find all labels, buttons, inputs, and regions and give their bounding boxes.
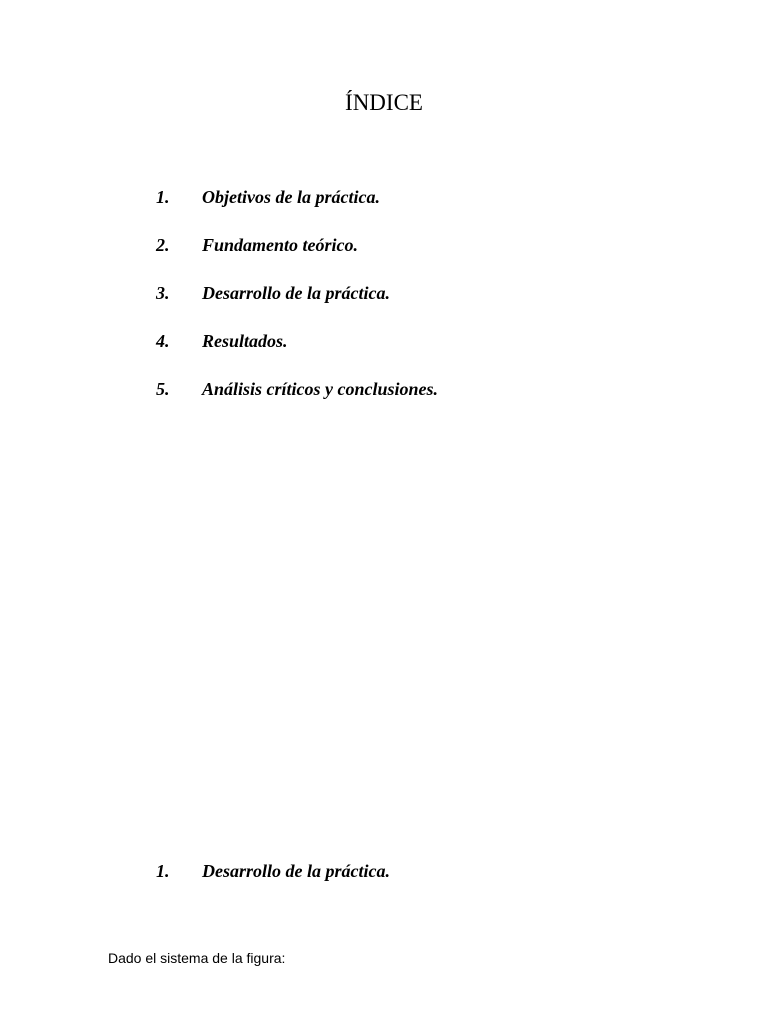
table-of-contents xyxy=(156,184,438,424)
toc-item-number: 1. xyxy=(156,187,170,207)
toc-item-objetivos xyxy=(156,184,438,232)
toc-item-label: Resultados. xyxy=(202,331,288,351)
toc-item-label: Objetivos de la práctica. xyxy=(202,187,380,207)
toc-item-conclusiones xyxy=(156,376,438,424)
body-paragraph: Dado el sistema de la figura: xyxy=(108,950,286,966)
toc-item-number: 2. xyxy=(156,235,170,255)
section-number: 1. xyxy=(156,861,170,881)
toc-item-fundamento xyxy=(156,232,438,280)
toc-item-number: 4. xyxy=(156,331,170,351)
toc-item-resultados xyxy=(156,328,438,376)
section-label: Desarrollo de la práctica. xyxy=(202,861,390,881)
section-heading xyxy=(156,858,390,884)
toc-item-desarrollo xyxy=(156,280,438,328)
toc-item-label: Desarrollo de la práctica. xyxy=(202,283,390,303)
page-title: ÍNDICE xyxy=(345,90,423,115)
toc-item-number: 5. xyxy=(156,379,170,399)
toc-item-label: Análisis críticos y conclusiones. xyxy=(202,379,439,399)
toc-item-label: Fundamento teórico. xyxy=(202,235,359,255)
toc-item-number: 3. xyxy=(156,283,170,303)
